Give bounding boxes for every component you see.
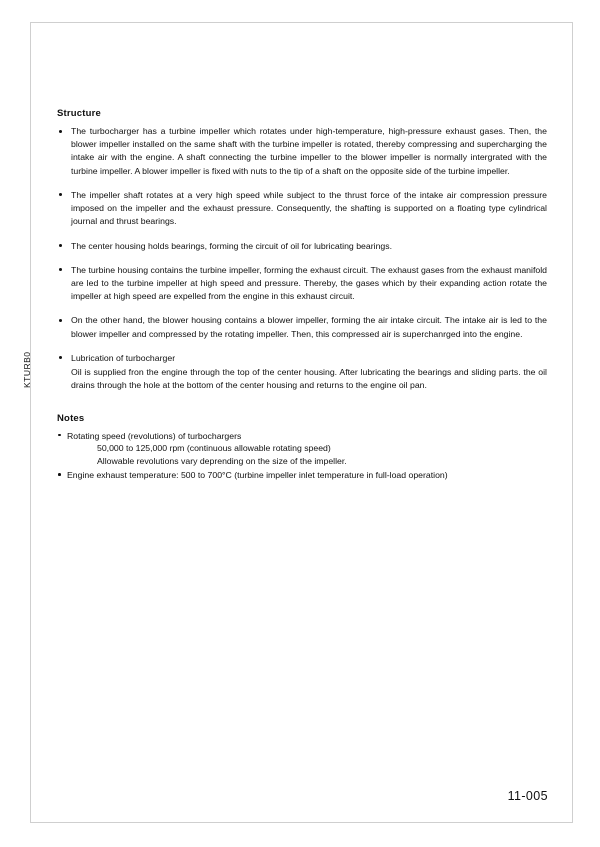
page-number: 11-005 xyxy=(507,789,548,803)
list-item xyxy=(57,125,547,178)
notes-section xyxy=(57,413,547,482)
list-item xyxy=(57,314,547,340)
bullet-dot-icon xyxy=(59,130,62,133)
page-border-right xyxy=(572,22,573,822)
bullet-dot-icon xyxy=(59,244,62,247)
bullet-dot-icon xyxy=(58,434,61,437)
structure-heading: Structure xyxy=(57,108,102,119)
page-border-top xyxy=(30,22,573,23)
bullet-dot-icon xyxy=(59,193,62,196)
bullet-dot-icon xyxy=(59,356,62,359)
note-item-text: Rotating speed (revolutions) of turbochargers xyxy=(67,430,242,441)
structure-bullet-list xyxy=(57,125,547,393)
note-item-text: Engine exhaust temperature: 500 to 700°C (turbine impeller inlet temperature in full-load operation) xyxy=(67,470,448,481)
list-item-text: The turbine housing contains the turbine impeller, forming the exhaust circuit. The exhaust gases from the exhaust manifold are led to the turbine impeller at high speed and pressure. Thereby, the gases which by their expanding action rotate the impeller at high speed are expelled from the engine in this exhaust circuit. xyxy=(71,264,547,302)
bullet-dot-icon xyxy=(59,319,62,322)
note-item xyxy=(57,430,547,468)
document-content xyxy=(57,108,547,484)
bullet-dot-icon xyxy=(59,268,62,271)
list-item xyxy=(57,189,547,229)
list-item-text: The turbocharger has a turbine impeller which rotates under high-temperature, high-pressure exhaust gases. Then, the blower impeller installed on the same shaft with the turbine impeller is rotated, thereby compressing and supercharging the intake air with the engine. A shaft connecting the turbine impeller to the blower impeller is normally intergrated with the turbine impeller. A blower impeller is fixed with nuts to the tip of a shaft on the opposite side of the turbine impeller. xyxy=(71,126,547,176)
page-border-left xyxy=(30,22,31,822)
lubrication-body: Oil is supplied fron the engine through the top of the center housing. After lubricating the bearings and sliding parts. the oil drains through the hole at the bottom of the center housing and returns to the engine oil pan. xyxy=(71,367,547,391)
list-item-lubrication xyxy=(57,352,547,393)
list-item-text: The center housing holds bearings, forming the circuit of oil for lubricating bearings. xyxy=(71,240,393,251)
note-subline: Allowable revolutions vary deprending on the size of the impeller. xyxy=(97,455,347,466)
list-item-text: On the other hand, the blower housing contains a blower impeller, forming the air intake circuit. The intake air is led to the blower impeller and compressed by the rotating impeller. Then, this compressed air is superchanrged into the engine. xyxy=(71,315,547,339)
bullet-dot-icon xyxy=(58,473,61,476)
lubrication-heading: Lubrication of turbocharger xyxy=(71,352,176,363)
note-subline: 50,000 to 125,000 rpm (continuous allowable rotating speed) xyxy=(97,443,331,454)
list-item-text: The impeller shaft rotates at a very high speed while subject to the thrust force of the intake air compression pressure imposed on the impeller and the exhaust pressure. Consequently, the shafting is supported on a floating type cylindrical journal and thrust bearings. xyxy=(71,189,547,227)
list-item xyxy=(57,264,547,304)
notes-list xyxy=(57,430,547,482)
note-item xyxy=(57,469,547,482)
page-border-bottom xyxy=(30,822,573,823)
notes-heading: Notes xyxy=(57,412,85,424)
list-item xyxy=(57,240,547,253)
side-margin-code: KTURB0 xyxy=(22,351,32,388)
